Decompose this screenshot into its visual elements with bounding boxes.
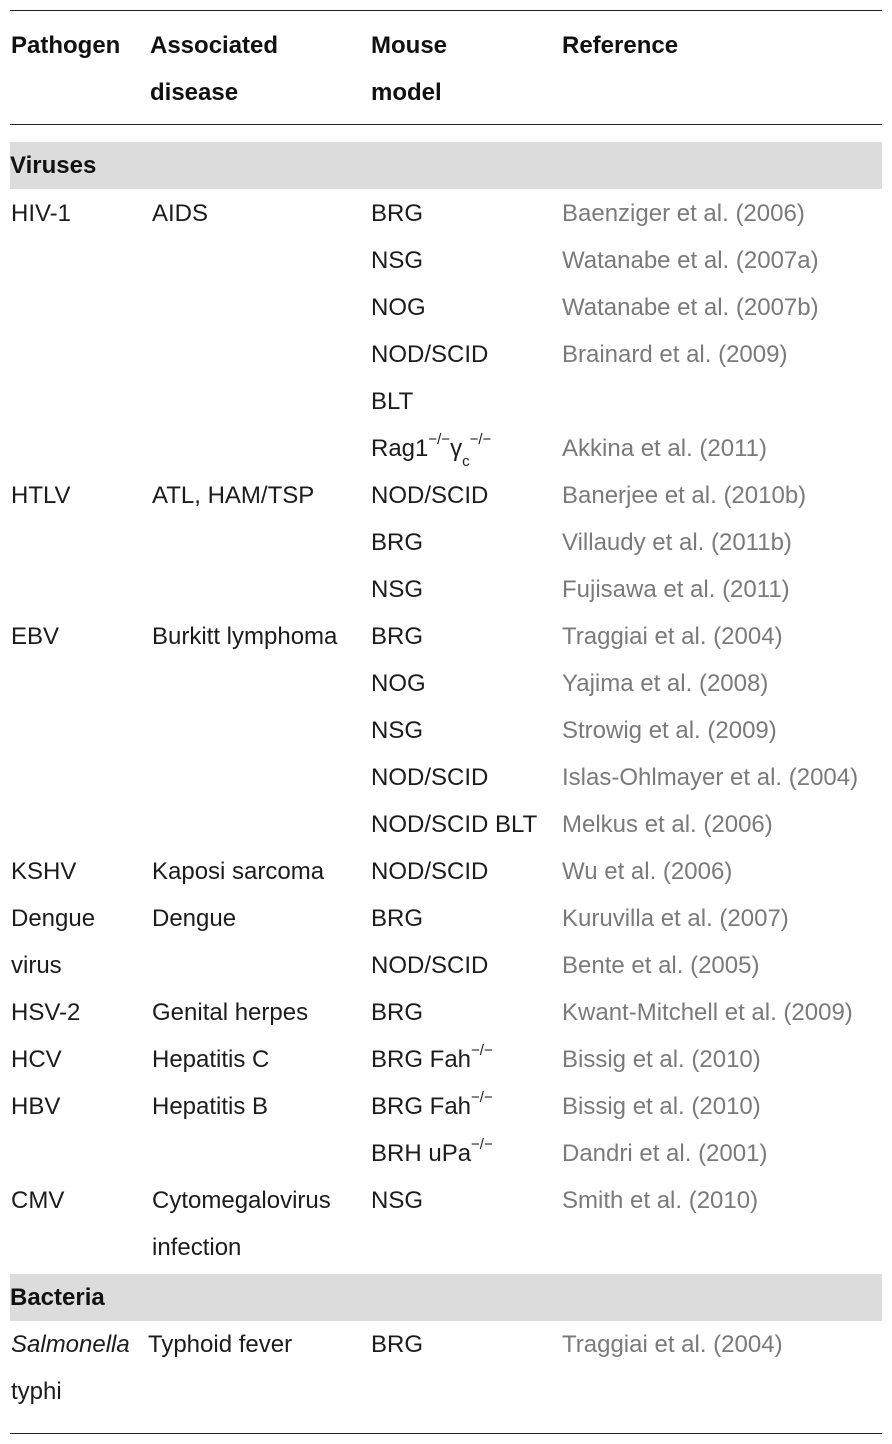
cell-model: BRG <box>371 623 424 650</box>
cell-model: NSG <box>371 1187 424 1214</box>
cell-pathogen: Salmonella <box>11 1331 130 1358</box>
cell-model: BRG <box>371 200 424 227</box>
table-row <box>0 754 892 801</box>
table-row <box>0 1083 892 1130</box>
cell-model: NOD/SCID <box>371 341 489 368</box>
cell-reference: Kuruvilla et al. (2007) <box>562 905 789 932</box>
cell-model: BRG <box>371 905 424 932</box>
cell-reference: Baenziger et al. (2006) <box>562 200 805 227</box>
cell-disease: Kaposi sarcoma <box>152 858 325 885</box>
table-row <box>0 707 892 754</box>
cell-reference: Strowig et al. (2009) <box>562 717 777 744</box>
table-header <box>0 22 892 122</box>
section-bacteria: Bacteria <box>10 1274 882 1321</box>
cell-disease: Cytomegalovirus <box>152 1187 331 1214</box>
header-pathogen: Pathogen <box>11 32 121 59</box>
cell-reference: Bente et al. (2005) <box>562 952 760 979</box>
table-row <box>0 1224 892 1271</box>
cell-reference: Akkina et al. (2011) <box>562 435 767 462</box>
table-row <box>0 660 892 707</box>
table-row <box>0 1321 892 1368</box>
cell-pathogen: HBV <box>11 1093 61 1120</box>
table-row <box>0 895 892 942</box>
table-row <box>0 1177 892 1224</box>
cell-reference: Watanabe et al. (2007a) <box>562 247 819 274</box>
cell-reference: Fujisawa et al. (2011) <box>562 576 790 603</box>
cell-model: NOD/SCID <box>371 952 489 979</box>
cell-pathogen: HIV-1 <box>11 200 72 227</box>
cell-reference: Brainard et al. (2009) <box>562 341 788 368</box>
table-row <box>0 378 892 425</box>
cell-model: BLT <box>371 388 414 415</box>
cell-reference: Yajima et al. (2008) <box>562 670 769 697</box>
cell-reference: Wu et al. (2006) <box>562 858 733 885</box>
table-row <box>0 237 892 284</box>
table-row <box>0 190 892 237</box>
cell-disease: infection <box>152 1234 242 1261</box>
header-mouse-model: Mouse model <box>371 32 448 106</box>
cell-model: BRG Fah−/− <box>371 1089 493 1120</box>
cell-reference: Melkus et al. (2006) <box>562 811 773 838</box>
cell-model: NSG <box>371 247 424 274</box>
cell-model: $Rag1^{-/-}\gamma_c^{-/-}$ <box>371 431 492 470</box>
section-viruses: Viruses <box>10 142 882 189</box>
cell-model: BRH uPa−/− <box>371 1136 493 1167</box>
cell-reference: Kwant-Mitchell et al. (2009) <box>562 999 853 1026</box>
cell-model: NOD/SCID <box>371 482 489 509</box>
cell-reference: Villaudy et al. (2011b) <box>562 529 792 556</box>
table-row <box>0 613 892 660</box>
table-row <box>0 1368 892 1415</box>
cell-model: BRG <box>371 1331 424 1358</box>
cell-disease: Hepatitis B <box>152 1093 269 1120</box>
cell-reference: Dandri et al. (2001) <box>562 1140 768 1167</box>
cell-reference: Banerjee et al. (2010b) <box>562 482 807 509</box>
table-row <box>0 989 892 1036</box>
header-associated-disease: Associated disease <box>150 32 279 106</box>
table-row <box>0 1036 892 1083</box>
cell-reference: Islas-Ohlmayer et al. (2004) <box>562 764 859 791</box>
cell-reference: Traggiai et al. (2004) <box>562 623 783 650</box>
cell-pathogen: EBV <box>11 623 60 650</box>
cell-reference: Watanabe et al. (2007b) <box>562 294 819 321</box>
table-row <box>0 801 892 848</box>
cell-reference: Bissig et al. (2010) <box>562 1093 761 1120</box>
cell-disease: ATL, HAM/TSP <box>152 482 315 509</box>
cell-disease: Dengue <box>152 905 237 932</box>
table-row <box>0 848 892 895</box>
cell-model: BRG Fah−/− <box>371 1042 493 1073</box>
cell-pathogen: KSHV <box>11 858 77 885</box>
cell-pathogen: HCV <box>11 1046 62 1073</box>
table-row <box>0 284 892 331</box>
cell-pathogen: Dengue <box>11 905 96 932</box>
top-rule <box>10 10 882 11</box>
table-row <box>0 519 892 566</box>
cell-model: NOG <box>371 670 426 697</box>
table-row <box>0 472 892 519</box>
cell-model: NSG <box>371 576 424 603</box>
cell-model: BRG <box>371 999 424 1026</box>
header-rule <box>10 124 882 125</box>
table-row <box>0 566 892 613</box>
cell-pathogen: HSV-2 <box>11 999 81 1026</box>
cell-disease: Burkitt lymphoma <box>152 623 338 650</box>
cell-pathogen: HTLV <box>11 482 71 509</box>
table-row <box>0 331 892 378</box>
cell-disease: Hepatitis C <box>152 1046 270 1073</box>
header-reference: Reference <box>562 32 679 59</box>
table-row <box>0 425 892 472</box>
cell-model: BRG <box>371 529 424 556</box>
table-row <box>0 1130 892 1177</box>
cell-reference: Smith et al. (2010) <box>562 1187 759 1214</box>
cell-disease: Genital herpes <box>152 999 309 1026</box>
cell-model: NOD/SCID BLT <box>371 811 538 838</box>
cell-pathogen: virus <box>11 952 62 979</box>
cell-model: NSG <box>371 717 424 744</box>
cell-reference: Bissig et al. (2010) <box>562 1046 761 1073</box>
cell-model: NOG <box>371 294 426 321</box>
cell-model: NOD/SCID <box>371 764 489 791</box>
table-row <box>0 942 892 989</box>
cell-pathogen: CMV <box>11 1187 65 1214</box>
cell-pathogen: typhi <box>11 1378 62 1405</box>
cell-disease: Typhoid fever <box>148 1331 293 1358</box>
cell-reference: Traggiai et al. (2004) <box>562 1331 783 1358</box>
cell-model: NOD/SCID <box>371 858 489 885</box>
cell-disease: AIDS <box>152 200 209 227</box>
bottom-rule <box>10 1433 882 1434</box>
